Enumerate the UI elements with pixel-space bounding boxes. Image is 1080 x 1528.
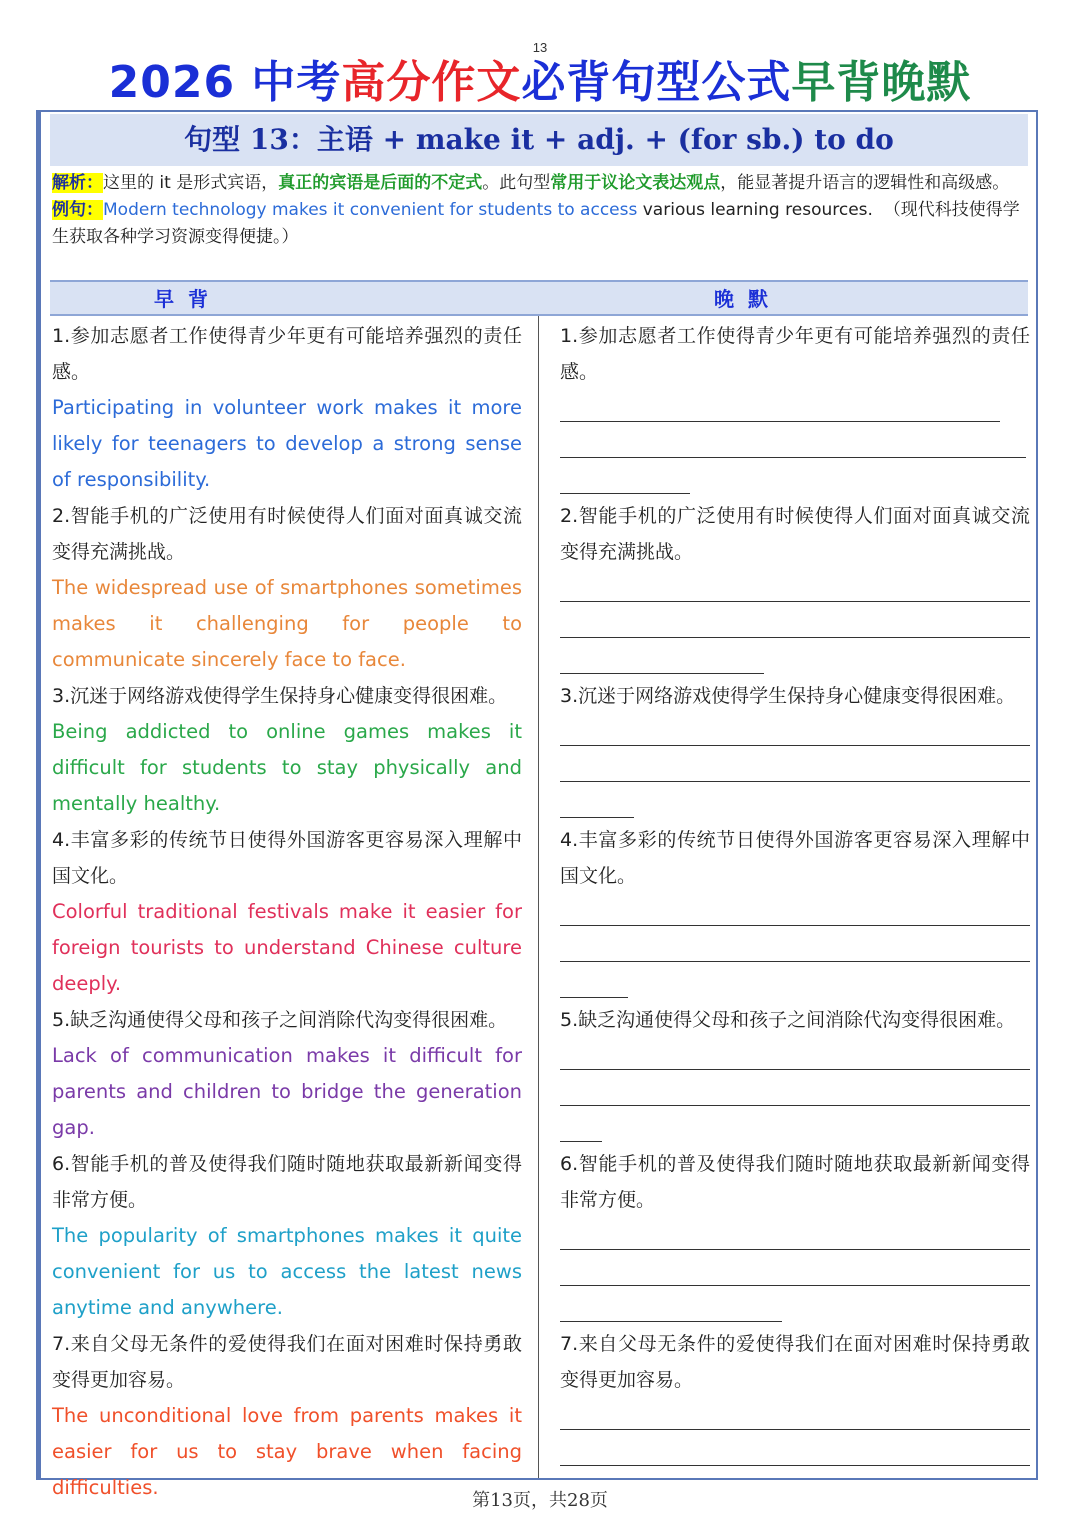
column-header: [50, 280, 1028, 316]
list-item: [560, 678, 1030, 822]
item-cn: 7.来自父母无条件的爱使得我们在面对困难时保持勇敢变得更加容易。: [560, 1333, 1030, 1391]
item-cn: 3.沉迷于网络游戏使得学生保持身心健康变得很困难。: [52, 685, 508, 707]
answer-line[interactable]: [560, 1434, 1030, 1470]
item-cn: 5.缺乏沟通使得父母和孩子之间消除代沟变得很困难。: [560, 1009, 1016, 1031]
item-cn: 5.缺乏沟通使得父母和孩子之间消除代沟变得很困难。: [52, 1009, 508, 1031]
answer-line[interactable]: [560, 714, 1030, 750]
answer-line[interactable]: [560, 426, 1030, 462]
example-en-rest: various learning resources.: [637, 200, 873, 220]
item-cn: 6.智能手机的普及使得我们随时随地获取最新新闻变得非常方便。: [560, 1153, 1030, 1211]
item-cn: 1.参加志愿者工作使得青少年更有可能培养强烈的责任感。: [560, 325, 1030, 383]
item-cn: 6.智能手机的普及使得我们随时随地获取最新新闻变得非常方便。: [52, 1153, 522, 1211]
list-item: [560, 1146, 1030, 1326]
answer-line[interactable]: [560, 894, 1030, 930]
answer-line[interactable]: [560, 1110, 1030, 1146]
analysis-text-2: 。此句型: [482, 173, 551, 193]
item-cn: 3.沉迷于网络游戏使得学生保持身心健康变得很困难。: [560, 685, 1016, 707]
answer-line[interactable]: [560, 966, 1030, 1002]
example-cn: （现代科技使得学生获取各种学习资源变得便捷。）: [52, 200, 1020, 247]
list-item: [52, 498, 522, 678]
answer-line[interactable]: [560, 786, 1030, 822]
analysis-highlight-2: 常用于议论文表达观点: [550, 173, 721, 193]
answer-line[interactable]: [560, 1074, 1030, 1110]
list-item: [52, 822, 522, 1002]
list-item: [52, 1326, 522, 1506]
list-item: [560, 498, 1030, 678]
item-en: Lack of communication makes it difficult for parents and children to bridge the generation gap.: [52, 1044, 522, 1139]
answer-line[interactable]: [560, 390, 1030, 426]
example-en-highlight: Modern technology makes it convenient for students to access: [103, 200, 638, 220]
answer-line[interactable]: [560, 750, 1030, 786]
list-item: [560, 318, 1030, 498]
answer-line[interactable]: [560, 462, 1030, 498]
analysis-paragraph: [50, 170, 1028, 197]
memorize-column: [52, 318, 522, 1506]
list-item: [52, 1146, 522, 1326]
answer-line[interactable]: [560, 642, 1030, 678]
dictation-column: [560, 318, 1030, 1470]
title-part-2: 高分作文: [341, 57, 522, 108]
analysis-tag: 解析：: [52, 173, 103, 193]
item-cn: 7.来自父母无条件的爱使得我们在面对困难时保持勇敢变得更加容易。: [52, 1333, 522, 1391]
example-paragraph: [50, 197, 1028, 251]
page-title: [0, 46, 1080, 110]
title-part-3: 必背句型公式: [521, 57, 792, 108]
item-cn: 4.丰富多彩的传统节日使得外国游客更容易深入理解中国文化。: [52, 829, 522, 887]
list-item: [560, 1326, 1030, 1470]
item-cn: 2.智能手机的广泛使用有时候使得人们面对面真诚交流变得充满挑战。: [52, 505, 522, 563]
item-en: Being addicted to online games makes it difficult for students to stay physically and mentally healthy.: [52, 720, 522, 815]
analysis-highlight-1: 真正的宾语是后面的不定式: [278, 173, 483, 193]
answer-line[interactable]: [560, 1290, 1030, 1326]
item-en: Colorful traditional festivals make it easier for foreign tourists to understand Chinese culture deeply.: [52, 900, 522, 995]
list-item: [52, 1002, 522, 1146]
page-footer: 第13页，共28页: [472, 1490, 608, 1511]
answer-line[interactable]: [560, 570, 1030, 606]
analysis-text-1: 这里的 it 是形式宾语，: [103, 173, 279, 193]
pattern-label: 句型 13：主语: [184, 123, 373, 156]
answer-line[interactable]: [560, 1218, 1030, 1254]
column-divider: [538, 316, 539, 1478]
page-top-number: 13: [532, 40, 548, 55]
example-tag: 例句：: [52, 200, 103, 220]
title-part-4: 早背晚默: [791, 57, 972, 108]
item-en: Participating in volunteer work makes it more likely for teenagers to develop a strong sense of responsibility.: [52, 396, 522, 491]
list-item: [52, 318, 522, 498]
pattern-section: [50, 114, 1028, 251]
column-left-title: 早背: [154, 287, 222, 311]
column-right-title: 晚默: [714, 287, 782, 311]
answer-line[interactable]: [560, 606, 1030, 642]
item-cn: 4.丰富多彩的传统节日使得外国游客更容易深入理解中国文化。: [560, 829, 1030, 887]
list-item: [560, 1002, 1030, 1146]
pattern-header: [50, 114, 1028, 166]
answer-line[interactable]: [560, 1398, 1030, 1434]
item-en: The unconditional love from parents makes it easier for us to stay brave when facing difficulties.: [52, 1404, 522, 1499]
item-en: The widespread use of smartphones sometimes makes it challenging for people to communicate sincerely face to face.: [52, 576, 522, 671]
item-cn: 2.智能手机的广泛使用有时候使得人们面对面真诚交流变得充满挑战。: [560, 505, 1030, 563]
list-item: [52, 678, 522, 822]
item-en: The popularity of smartphones makes it quite convenient for us to access the latest news anytime and anywhere.: [52, 1224, 522, 1319]
list-item: [560, 822, 1030, 1002]
answer-line[interactable]: [560, 1254, 1030, 1290]
answer-line[interactable]: [560, 1038, 1030, 1074]
pattern-formula: + make it + adj. + (for sb.) to do: [372, 123, 894, 156]
title-part-1: 2026 中考: [108, 57, 342, 108]
answer-line[interactable]: [560, 930, 1030, 966]
analysis-text-3: ，能显著提升语言的逻辑性和高级感。: [720, 173, 1010, 193]
item-cn: 1.参加志愿者工作使得青少年更有可能培养强烈的责任感。: [52, 325, 522, 383]
